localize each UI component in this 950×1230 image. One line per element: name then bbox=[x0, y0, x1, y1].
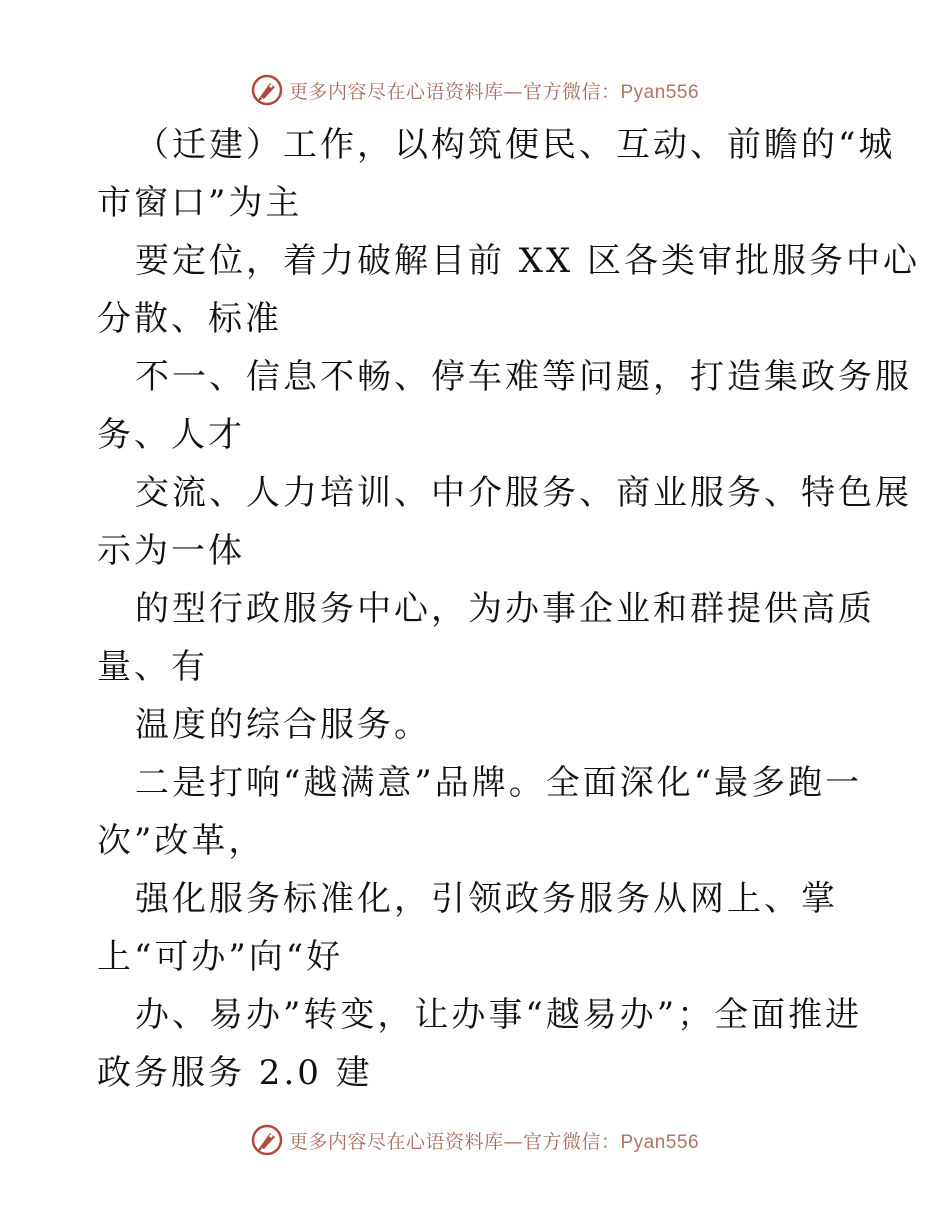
body-line: （迁建）工作，以构筑便民、互动、前瞻的“城 bbox=[135, 125, 896, 165]
pen-nib-logo-icon bbox=[251, 1124, 283, 1156]
body-line: 务、人才 bbox=[97, 415, 245, 455]
body-line: 不一、信息不畅、停车难等问题，打造集政务服 bbox=[135, 357, 912, 397]
body-line: 分散、标准 bbox=[97, 299, 282, 339]
body-line: 示为一体 bbox=[97, 531, 245, 571]
footer-watermark bbox=[0, 1120, 950, 1160]
body-line: 交流、人力培训、中介服务、商业服务、特色展 bbox=[135, 473, 912, 513]
document-body bbox=[97, 116, 921, 1102]
body-line: 上“可办”向“好 bbox=[97, 937, 344, 977]
body-line: 二是打响“越满意”品牌。全面深化“最多跑一 bbox=[135, 763, 863, 803]
pen-nib-logo-icon bbox=[251, 74, 283, 106]
watermark-text: 更多内容尽在心语资料库—官方微信：Pyan556 bbox=[288, 80, 700, 103]
watermark-text: 更多内容尽在心语资料库—官方微信：Pyan556 bbox=[288, 1130, 700, 1153]
body-line: 温度的综合服务。 bbox=[135, 705, 431, 745]
body-line: 的型行政服务中心，为办事企业和群提供高质 bbox=[135, 589, 875, 629]
body-line: 量、有 bbox=[97, 647, 208, 687]
body-line: 办、易办”转变，让办事“越易办”；全面推进 bbox=[135, 995, 863, 1035]
body-line: 强化服务标准化，引领政务服务从网上、掌 bbox=[135, 879, 838, 919]
body-line: 要定位，着力破解目前 XX 区各类审批服务中心 bbox=[135, 241, 921, 281]
body-line: 政务服务 2.0 建 bbox=[97, 1053, 373, 1093]
body-line: 次”改革， bbox=[97, 821, 266, 861]
header-watermark bbox=[0, 70, 950, 110]
body-line: 市窗口”为主 bbox=[97, 183, 303, 223]
